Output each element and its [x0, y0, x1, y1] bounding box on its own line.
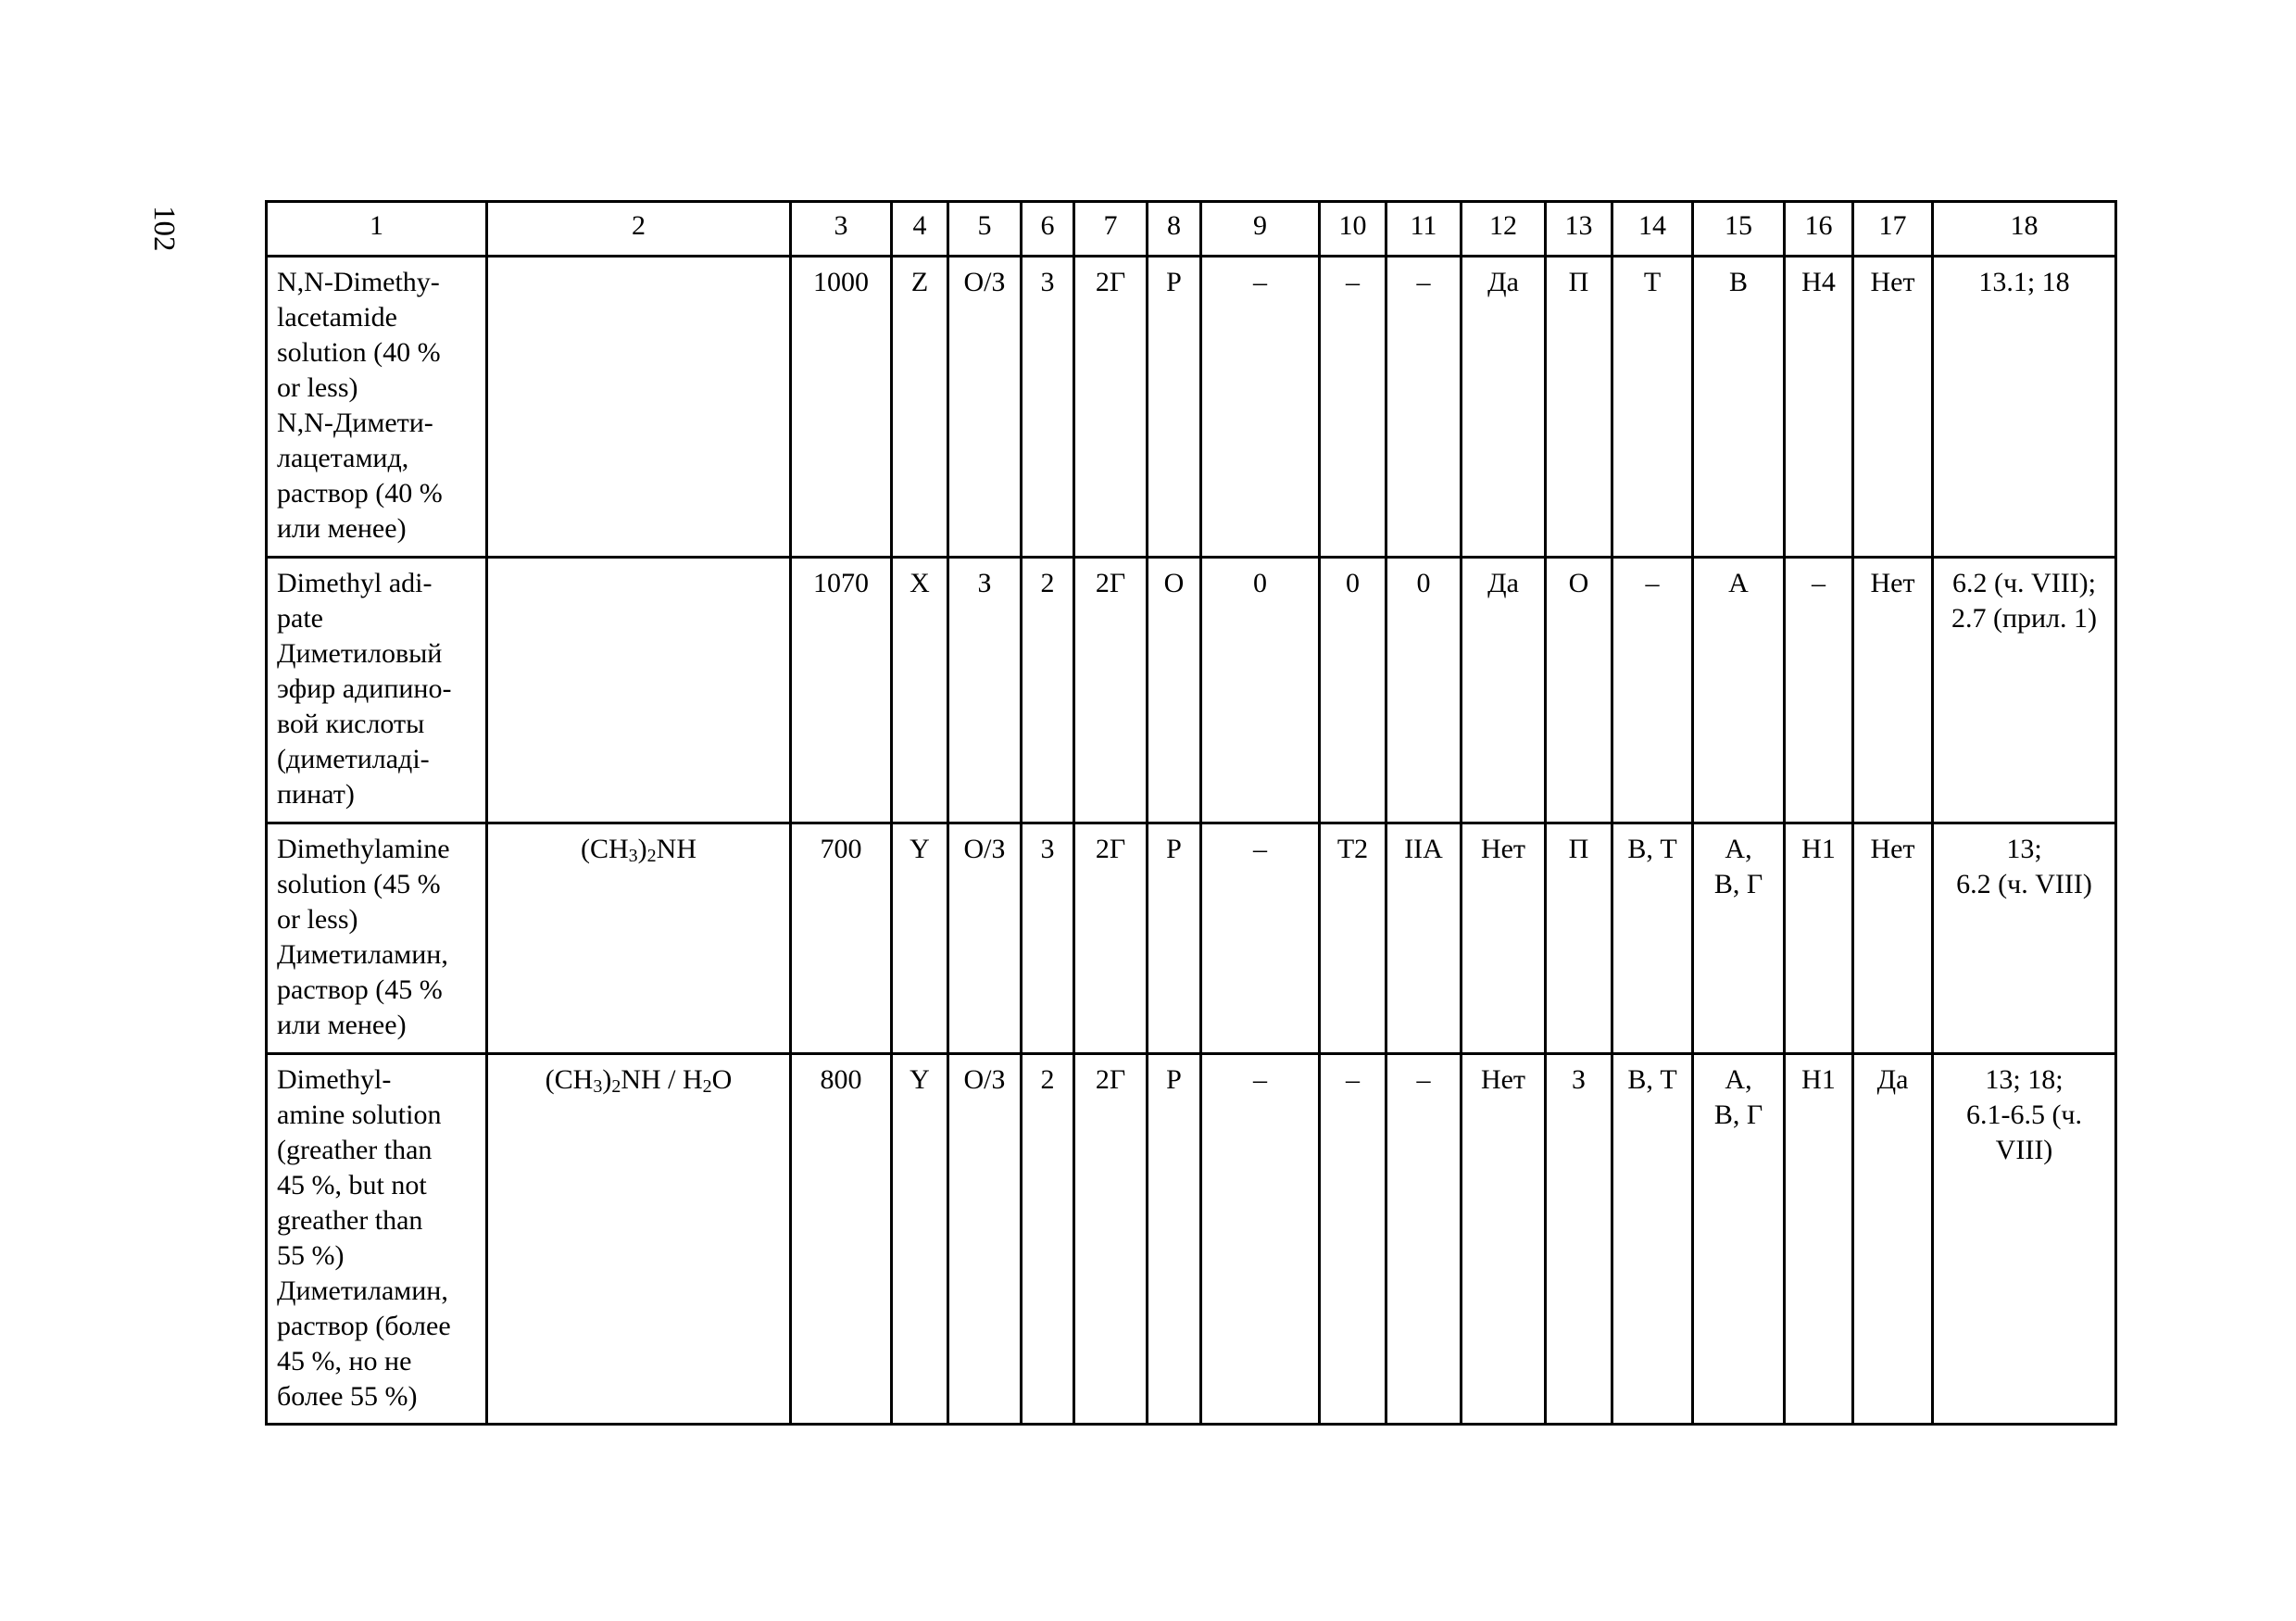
product-name-line: (диметиладі- — [277, 744, 430, 774]
product-name-line: эфир адипино- — [277, 673, 452, 704]
chemical-formula: $(CH_3)_2NH$ — [580, 834, 696, 866]
product-name-line: более 55 %) — [277, 1381, 418, 1412]
cell-col-13: О — [1546, 558, 1612, 823]
cell-col-8: Р — [1148, 257, 1201, 558]
formula-cell — [487, 257, 791, 558]
cell-col-15 — [1693, 1054, 1785, 1425]
column-header: 7 — [1074, 202, 1148, 257]
cell-col-9: – — [1201, 1054, 1320, 1425]
column-header: 16 — [1785, 202, 1853, 257]
product-name-line: Dimethylamine — [277, 834, 450, 864]
cell-col-18 — [1933, 1054, 2116, 1425]
column-header: 1 — [267, 202, 487, 257]
cell-col-8: Р — [1148, 1054, 1201, 1425]
cell-line: А, — [1725, 834, 1752, 864]
product-name-line: Dimethyl- — [277, 1064, 392, 1095]
cell-col-13: П — [1546, 257, 1612, 558]
product-name-line: greather than — [277, 1205, 423, 1236]
cell-col-3: 700 — [791, 823, 892, 1054]
cell-col-8: Р — [1148, 823, 1201, 1054]
product-name-line: Диметиламин, — [277, 1275, 448, 1306]
cell-col-17: Нет — [1853, 823, 1933, 1054]
product-name-line: Диметиловый — [277, 638, 443, 669]
cell-col-4: Y — [892, 1054, 948, 1425]
column-header: 2 — [487, 202, 791, 257]
cell-col-13: З — [1546, 1054, 1612, 1425]
cell-line: В, Г — [1713, 869, 1763, 899]
cell-col-10: – — [1320, 257, 1386, 558]
cell-col-9: 0 — [1201, 558, 1320, 823]
cell-col-3: 1000 — [791, 257, 892, 558]
cell-col-5: О/З — [948, 257, 1022, 558]
cell-line: 13; — [2006, 834, 2042, 864]
cell-col-12: Да — [1462, 558, 1546, 823]
cell-line: 13.1; 18 — [1978, 267, 2070, 297]
formula-cell — [487, 823, 791, 1054]
cell-col-10: Т2 — [1320, 823, 1386, 1054]
product-name-line: amine solution — [277, 1100, 442, 1130]
cell-line: А — [1728, 568, 1749, 598]
cell-line: 6.1-6.5 (ч. — [1965, 1100, 2083, 1130]
product-name-line: раствор (45 % — [277, 974, 443, 1005]
cell-col-18 — [1933, 558, 2116, 823]
cell-line: 2.7 (прил. 1) — [1951, 603, 2098, 634]
product-name-line: N,N-Dimethy- — [277, 267, 440, 297]
cell-col-15 — [1693, 257, 1785, 558]
cell-col-7: 2Г — [1074, 823, 1148, 1054]
product-name-line: лацетамид, — [277, 443, 409, 473]
cell-col-18 — [1933, 257, 2116, 558]
product-name-line: 45 %, но не — [277, 1346, 412, 1376]
cell-col-6: 3 — [1022, 257, 1074, 558]
cell-line: В — [1728, 267, 1748, 297]
product-name-line: Диметиламин, — [277, 939, 448, 970]
cell-line: А, — [1725, 1064, 1752, 1095]
cell-col-10: – — [1320, 1054, 1386, 1425]
table-row — [267, 1054, 2116, 1425]
cell-col-16: Н1 — [1785, 823, 1853, 1054]
cell-col-11: 0 — [1386, 558, 1462, 823]
column-header: 17 — [1853, 202, 1933, 257]
cell-col-5: З — [948, 558, 1022, 823]
cell-col-4: X — [892, 558, 948, 823]
product-name-line: pate — [277, 603, 323, 634]
cell-line: В, Г — [1713, 1100, 1763, 1130]
cell-col-9: – — [1201, 823, 1320, 1054]
product-name-line: пинат) — [277, 779, 355, 810]
product-name-line: раствор (40 % — [277, 478, 443, 509]
column-header: 15 — [1693, 202, 1785, 257]
product-name-cell — [267, 823, 487, 1054]
cell-col-11: – — [1386, 257, 1462, 558]
column-header: 9 — [1201, 202, 1320, 257]
cell-col-15 — [1693, 558, 1785, 823]
cell-col-18 — [1933, 823, 2116, 1054]
product-name-cell — [267, 558, 487, 823]
formula-cell — [487, 558, 791, 823]
column-header: 3 — [791, 202, 892, 257]
product-name-line: или менее) — [277, 1010, 407, 1040]
cell-col-16: Н4 — [1785, 257, 1853, 558]
cell-col-14: В, Т — [1612, 1054, 1693, 1425]
column-header: 6 — [1022, 202, 1074, 257]
cell-col-11: IIA — [1386, 823, 1462, 1054]
cell-col-3: 1070 — [791, 558, 892, 823]
table-row — [267, 558, 2116, 823]
chemical-formula: $(CH_3)_2NH / H_2O$ — [545, 1064, 733, 1097]
cell-col-4: Y — [892, 823, 948, 1054]
product-name-line: Dimethyl adi- — [277, 568, 433, 598]
cell-col-13: П — [1546, 823, 1612, 1054]
product-name-line: solution (40 % — [277, 337, 441, 368]
cell-col-5: О/З — [948, 1054, 1022, 1425]
cell-col-11: – — [1386, 1054, 1462, 1425]
column-header: 18 — [1933, 202, 2116, 257]
table-header-row — [267, 202, 2116, 257]
cell-col-14: – — [1612, 558, 1693, 823]
cell-col-5: О/З — [948, 823, 1022, 1054]
product-name-line: N,N-Димети- — [277, 408, 433, 438]
cell-col-16: – — [1785, 558, 1853, 823]
product-name-line: or less) — [277, 904, 358, 935]
cell-col-9: – — [1201, 257, 1320, 558]
cell-col-12: Да — [1462, 257, 1546, 558]
cell-line: 6.2 (ч. VIII) — [1956, 869, 2092, 899]
cell-col-7: 2Г — [1074, 558, 1148, 823]
cell-line: 13; 18; — [1985, 1064, 2064, 1095]
column-header: 11 — [1386, 202, 1462, 257]
cell-col-8: О — [1148, 558, 1201, 823]
product-name-line: (greather than — [277, 1135, 433, 1165]
cell-col-6: 2 — [1022, 1054, 1074, 1425]
product-name-cell — [267, 1054, 487, 1425]
cargo-table — [265, 200, 2117, 1426]
table-row — [267, 823, 2116, 1054]
cell-col-10: 0 — [1320, 558, 1386, 823]
cell-col-14: Т — [1612, 257, 1693, 558]
cell-line: VIII) — [1995, 1135, 2053, 1165]
cell-col-4: Z — [892, 257, 948, 558]
product-name-cell — [267, 257, 487, 558]
cell-col-16: Н1 — [1785, 1054, 1853, 1425]
formula-cell — [487, 1054, 791, 1425]
cell-col-7: 2Г — [1074, 1054, 1148, 1425]
column-header: 13 — [1546, 202, 1612, 257]
cell-col-7: 2Г — [1074, 257, 1148, 558]
product-name-line: 55 %) — [277, 1240, 345, 1271]
cell-col-14: В, Т — [1612, 823, 1693, 1054]
product-name-line: или менее) — [277, 513, 407, 544]
cell-col-17: Нет — [1853, 558, 1933, 823]
column-header: 14 — [1612, 202, 1693, 257]
product-name-line: 45 %, but not — [277, 1170, 427, 1200]
cell-col-6: 2 — [1022, 558, 1074, 823]
table-row — [267, 257, 2116, 558]
cell-col-17: Нет — [1853, 257, 1933, 558]
product-name-line: вой кислоты — [277, 709, 425, 739]
cell-col-15 — [1693, 823, 1785, 1054]
cell-col-17: Да — [1853, 1054, 1933, 1425]
column-header: 12 — [1462, 202, 1546, 257]
column-header: 10 — [1320, 202, 1386, 257]
product-name-line: solution (45 % — [277, 869, 441, 899]
cell-line: 6.2 (ч. VIII); — [1951, 568, 2097, 598]
column-header: 5 — [948, 202, 1022, 257]
cell-col-6: 3 — [1022, 823, 1074, 1054]
cell-col-3: 800 — [791, 1054, 892, 1425]
cell-col-12: Нет — [1462, 823, 1546, 1054]
column-header: 8 — [1148, 202, 1201, 257]
page-number: 102 — [147, 206, 181, 252]
cell-col-12: Нет — [1462, 1054, 1546, 1425]
product-name-line: раствор (более — [277, 1311, 451, 1341]
column-header: 4 — [892, 202, 948, 257]
product-name-line: or less) — [277, 372, 358, 403]
product-name-line: lacetamide — [277, 302, 397, 333]
